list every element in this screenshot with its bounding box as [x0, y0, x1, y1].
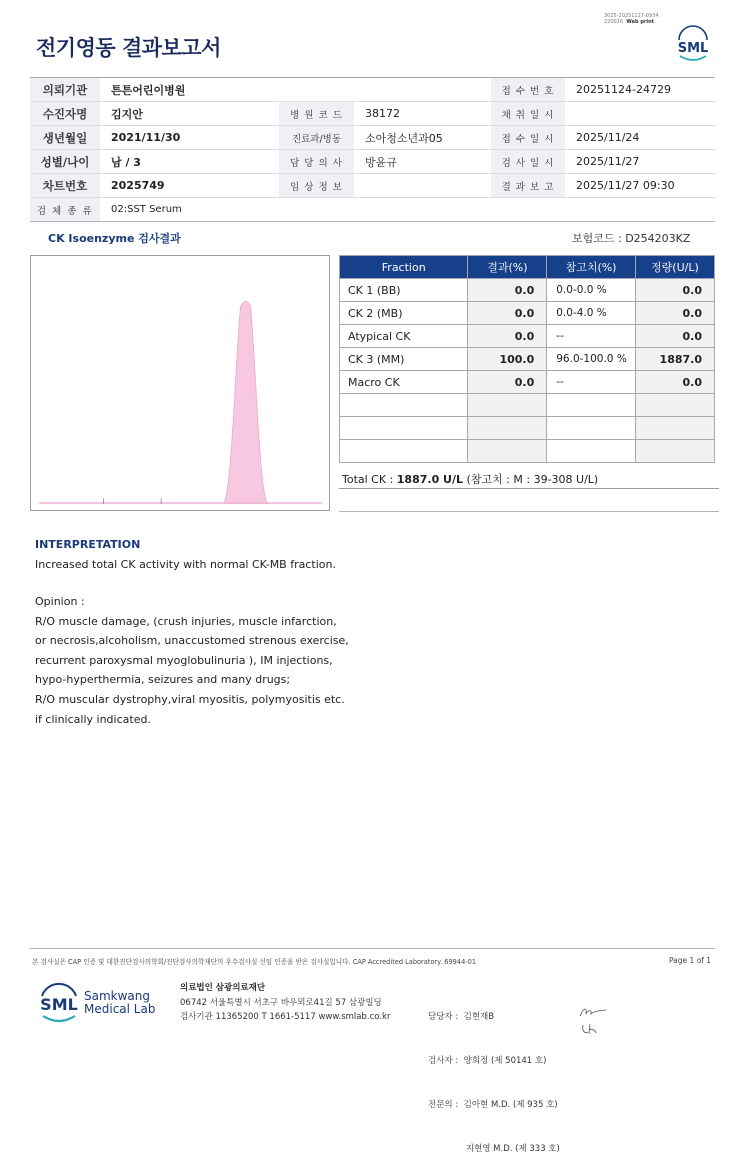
- table-row: [340, 348, 715, 371]
- name-label: 수진자명: [30, 102, 100, 126]
- info-row: [30, 126, 715, 150]
- staff-line: 전문의 : 김아현 M.D. (제 935 호): [428, 1099, 558, 1110]
- fraction-cell: Macro CK: [340, 371, 468, 394]
- staff-line: 지현영 M.D. (제 333 호): [428, 1143, 560, 1154]
- table-row-empty: [340, 394, 715, 417]
- brand-line: Samkwang: [84, 989, 150, 1003]
- brand-line: Medical Lab: [84, 1002, 156, 1016]
- specimen-value: 02:SST Serum: [100, 198, 715, 222]
- sml-footer-logo-icon: [36, 980, 82, 1026]
- report-date-label: 결 과 보 고: [491, 174, 565, 198]
- results-header-row: [340, 256, 715, 279]
- name-value: 김지안: [100, 102, 279, 126]
- footer-divider: [30, 948, 715, 949]
- quant-cell: 0.0: [635, 279, 714, 302]
- fraction-cell: CK 3 (MM): [340, 348, 468, 371]
- clinical-value: [354, 174, 491, 198]
- page-number: Page 1 of 1: [669, 956, 712, 965]
- quant-cell: 0.0: [635, 325, 714, 348]
- top-logo-text: SML: [677, 41, 709, 56]
- opinion-line: hypo-hyperthermia, seizures and many drugs;: [35, 673, 291, 687]
- divider: [339, 511, 719, 512]
- report-title: 전기영동 결과보고서: [36, 36, 221, 60]
- hospital-label: 의뢰기관: [30, 78, 100, 102]
- result-cell: 100.0: [468, 348, 547, 371]
- opinion-block: [35, 592, 349, 729]
- insurance-code: 보험코드 : D254203KZ: [572, 232, 691, 245]
- result-cell: 0.0: [468, 279, 547, 302]
- fraction-cell: Atypical CK: [340, 325, 468, 348]
- clinical-label: 임 상 정 보: [279, 174, 354, 198]
- col-result: 결과(%): [468, 256, 547, 279]
- total-value: 1887.0 U/L: [396, 473, 464, 486]
- doctor-value: 방윤규: [354, 150, 491, 174]
- brand-name: [84, 990, 155, 1016]
- info-row: [30, 174, 715, 198]
- table-row: [340, 371, 715, 394]
- collect-date-label: 채 취 일 시: [491, 102, 565, 126]
- specimen-label: 검 체 종 류: [30, 198, 100, 222]
- info-row: [30, 198, 715, 222]
- electrophoresis-chart: [30, 255, 330, 511]
- receipt-date-label: 접 수 일 시: [491, 126, 565, 150]
- info-row: [30, 102, 715, 126]
- result-cell: 0.0: [468, 302, 547, 325]
- patient-info-table: [30, 77, 715, 222]
- info-row: [30, 78, 715, 102]
- total-prefix: Total CK :: [342, 473, 397, 486]
- org-address: 06742 서울특별시 서초구 바우뫼로41길 57 삼광빌딩: [180, 997, 382, 1008]
- chart-no-value: 2025749: [100, 174, 279, 198]
- signature-1-icon: [578, 1005, 608, 1019]
- doctor-label: 담 당 의 사: [279, 150, 354, 174]
- ref-cell: 0.0-4.0 %: [547, 302, 636, 325]
- opinion-line: recurrent paroxysmal myoglobulinuria ), IM injections,: [35, 653, 333, 667]
- dept-label: 진료과/병동: [279, 126, 354, 150]
- receipt-no-value: 20251124-24729: [565, 78, 715, 102]
- birth-value: 2021/11/30: [100, 126, 279, 150]
- section-title: CK Isoenzyme 검사결과: [48, 232, 181, 245]
- report-date-value: 2025/11/27 09:30: [565, 174, 715, 198]
- opinion-line: if clinically indicated.: [35, 712, 151, 726]
- fraction-cell: CK 2 (MB): [340, 302, 468, 325]
- table-row-empty: [340, 440, 715, 463]
- total-ck: [339, 471, 719, 489]
- dept-value: 소아청소년과05: [354, 126, 491, 150]
- opinion-line: R/O muscle damage, (crush injuries, muscle infarction,: [35, 614, 337, 628]
- ref-cell: --: [547, 325, 636, 348]
- print-mode: Web print: [626, 19, 655, 25]
- staff-line: 검사자 : 양희정 (제 50141 호): [428, 1055, 547, 1066]
- ref-cell: 0.0-0.0 %: [547, 279, 636, 302]
- ref-cell: --: [547, 371, 636, 394]
- org-info: [180, 981, 390, 1025]
- receipt-date-value: 2025/11/24: [565, 126, 715, 150]
- collect-date-value: [565, 102, 715, 126]
- interpretation-title: INTERPRETATION: [35, 538, 141, 551]
- print-meta: [604, 13, 659, 25]
- staff-line: 담당자 : 김현재B: [428, 1012, 495, 1023]
- exam-date-value: 2025/11/27: [565, 150, 715, 174]
- cert-note: 본 검사실은 CAP 인증 및 대한진단검사의학회/진단검사의학재단의 우수검사실 신임 인증을 받은 검사실입니다. CAP Accredited Laboratory. 69944-01: [32, 958, 477, 966]
- quant-cell: 0.0: [635, 302, 714, 325]
- col-ref: 참고치(%): [547, 256, 636, 279]
- signature-2-icon: [580, 1022, 604, 1036]
- total-ref: (참고치 : M : 39-308 U/L): [463, 473, 599, 486]
- info-row: [30, 150, 715, 174]
- opinion-line: R/O muscular dystrophy,viral myositis, polymyositis etc.: [35, 692, 345, 706]
- org-contact: 검사기관 11365200 T 1661-5117 www.smlab.co.kr: [180, 1012, 391, 1023]
- table-row: [340, 302, 715, 325]
- hospital-code-value: 38172: [354, 102, 491, 126]
- hospital-code-label: 병 원 코 드: [279, 102, 354, 126]
- interpretation-text: Increased total CK activity with normal CK-MB fraction.: [35, 558, 336, 571]
- opinion-line: Opinion :: [35, 595, 85, 608]
- quant-cell: 1887.0: [635, 348, 714, 371]
- col-fraction: Fraction: [340, 256, 468, 279]
- sex-age-label: 성별/나이: [30, 150, 100, 174]
- fraction-cell: CK 1 (BB): [340, 279, 468, 302]
- exam-date-label: 검 사 일 시: [491, 150, 565, 174]
- sml-logo-icon: [674, 28, 712, 64]
- quant-cell: 0.0: [635, 371, 714, 394]
- org-name: 의료법인 삼광의료재단: [180, 983, 266, 993]
- sex-age-value: 남 / 3: [100, 150, 279, 174]
- result-cell: 0.0: [468, 325, 547, 348]
- chart-no-label: 차트번호: [30, 174, 100, 198]
- table-row: [340, 325, 715, 348]
- results-table: [339, 255, 715, 463]
- table-row: [340, 279, 715, 302]
- ref-cell: 96.0-100.0 %: [547, 348, 636, 371]
- hospital-value: 튼튼어린이병원: [100, 78, 491, 102]
- print-id: 3025-20251127-0934: [604, 13, 659, 19]
- opinion-line: or necrosis,alcoholism, unaccustomed strenous exercise,: [35, 634, 349, 648]
- result-cell: 0.0: [468, 371, 547, 394]
- print-code: 220016: [604, 19, 624, 25]
- receipt-no-label: 접 수 번 호: [491, 78, 565, 102]
- staff-info: [428, 981, 560, 1171]
- footer-logo-text: SML: [40, 995, 78, 1014]
- col-quant: 정량(U/L): [635, 256, 714, 279]
- table-row-empty: [340, 417, 715, 440]
- birth-label: 생년월일: [30, 126, 100, 150]
- chart-peak-ck3: [224, 301, 268, 503]
